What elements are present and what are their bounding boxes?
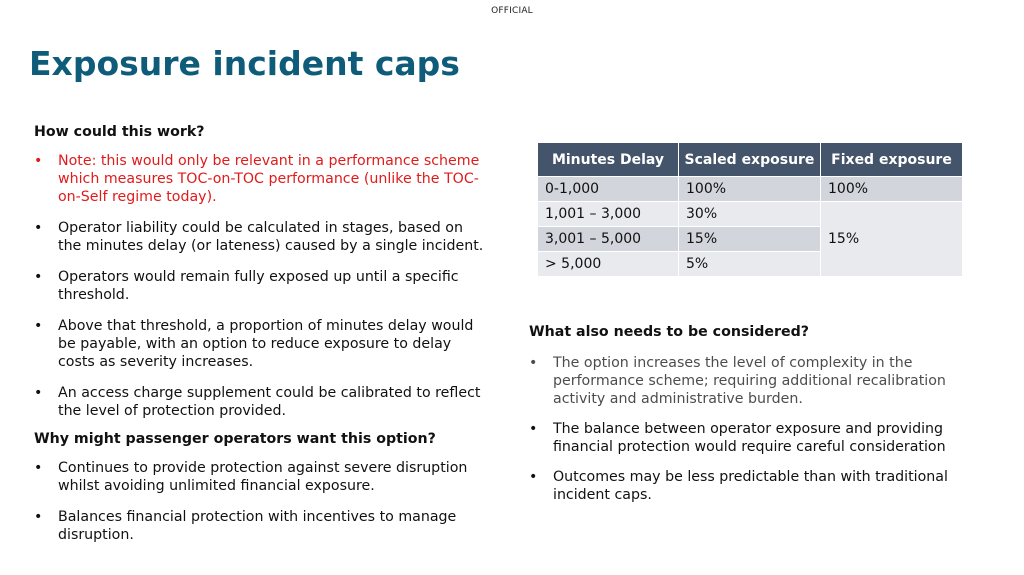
table-cell: 15% [679,227,821,252]
list-item: • Continues to provide protection against severe disruption whilst avoiding unlimited financial exposure. [34,459,484,495]
table-cell: > 5,000 [538,252,679,277]
table-cell: 0-1,000 [538,177,679,202]
how-heading: How could this work? [34,124,205,140]
classification-marking: OFFICIAL [491,6,533,16]
table-row [538,202,963,227]
list-item: • The balance between operator exposure and providing financial protection would require careful consideration [529,420,959,456]
table-cell: 30% [679,202,821,227]
table-cell: 100% [679,177,821,202]
considerations-bullet-list [529,354,959,504]
why-heading: Why might passenger operators want this option? [34,431,436,447]
right-column [529,322,959,516]
table-cell: 1,001 – 3,000 [538,202,679,227]
exposure-table [537,142,963,277]
page-title: Exposure incident caps [29,44,460,83]
considerations-heading: What also needs to be considered? [529,324,810,340]
left-column [34,122,484,557]
table-cell: 3,001 – 5,000 [538,227,679,252]
note-bullet: • Note: this would only be relevant in a performance scheme which measures TOC-on-TOC performance (unlike the TOC-on-Self regime today). [34,152,484,206]
list-item: • Balances financial protection with incentives to manage disruption. [34,508,484,544]
list-item: • The option increases the level of complexity in the performance scheme; requiring additional recalibration activity and administrative burden. [529,354,959,408]
list-item: • An access charge supplement could be calibrated to reflect the level of protection provided. [34,384,484,420]
column-header-minutes-delay: Minutes Delay [538,143,679,177]
list-item: • Outcomes may be less predictable than with traditional incident caps. [529,468,959,504]
list-item: • Operator liability could be calculated in stages, based on the minutes delay (or lateness) caused by a single incident. [34,219,484,255]
table-cell: 100% [821,177,963,202]
table-cell-merged: 15% [821,202,963,277]
column-header-fixed-exposure: Fixed exposure [821,143,963,177]
why-bullet-list [34,459,484,544]
table-row [538,177,963,202]
table-header-row [538,143,963,177]
column-header-scaled-exposure: Scaled exposure [679,143,821,177]
how-bullet-list [34,152,484,420]
table-cell: 5% [679,252,821,277]
list-item: • Operators would remain fully exposed up until a specific threshold. [34,268,484,304]
list-item: • Above that threshold, a proportion of minutes delay would be payable, with an option to reduce exposure to delay costs as severity increases. [34,317,484,371]
